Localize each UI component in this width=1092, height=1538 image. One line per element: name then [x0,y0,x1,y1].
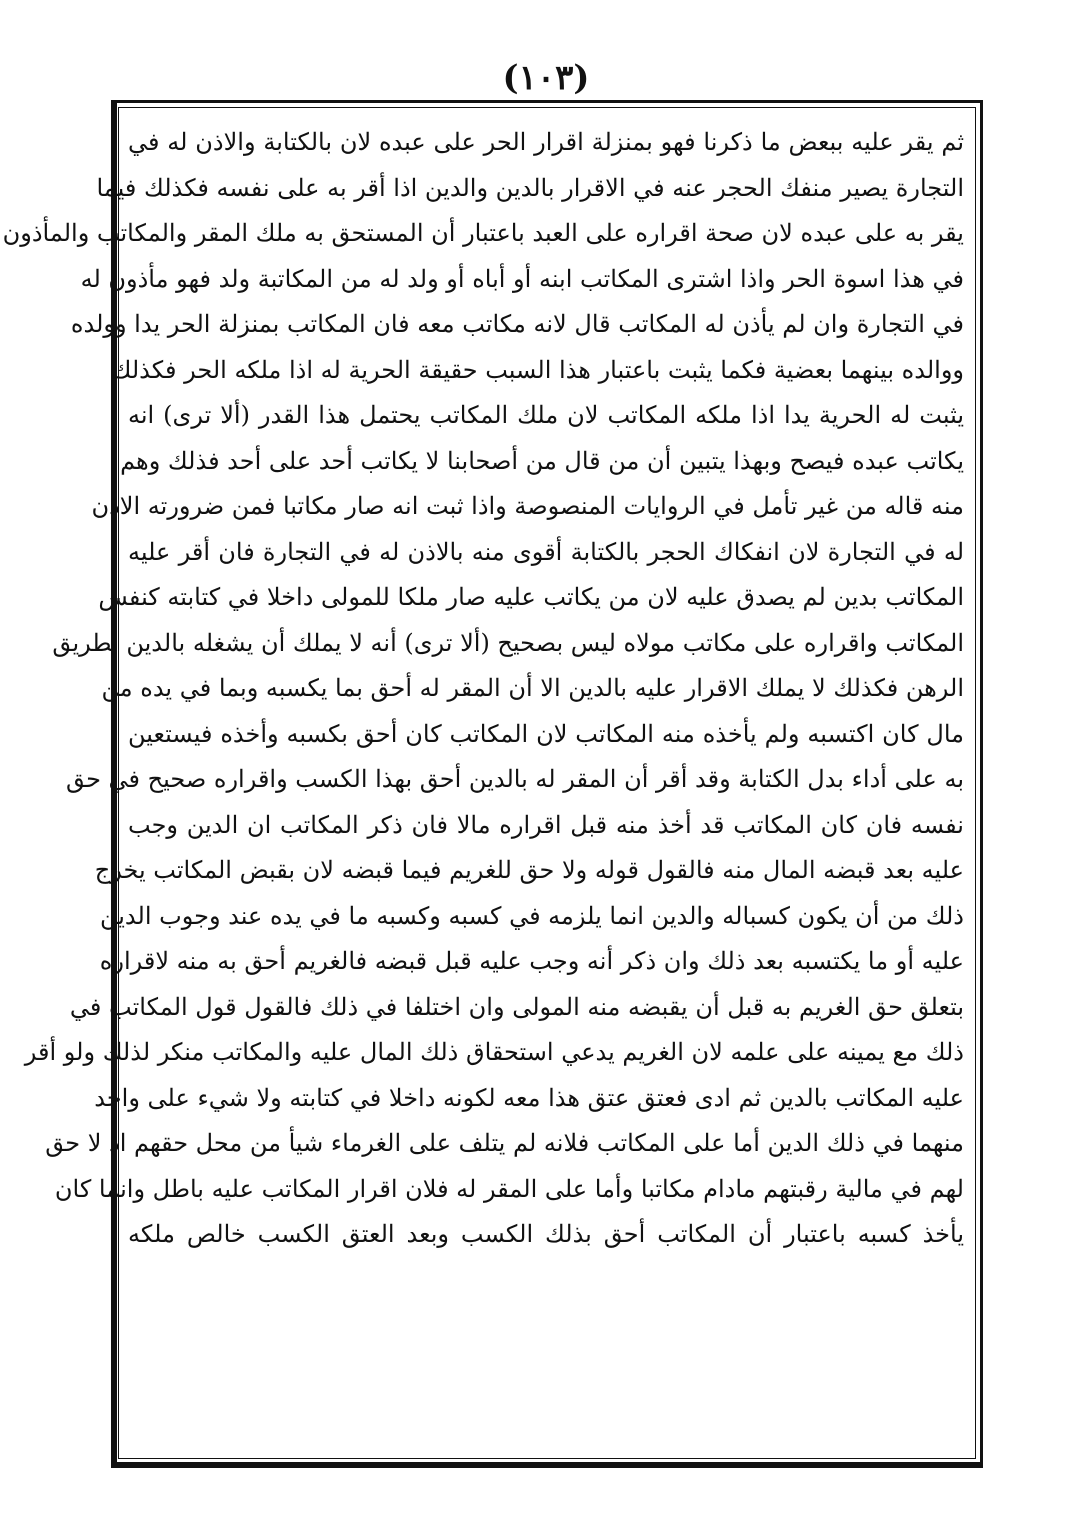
text-line: ذلك مع يمينه على علمه لان الغريم يدعي استحقاق ذلك المال عليه والمكاتب منكر لذلك ولو أقر [24,1038,964,1066]
text-line: له في التجارة لان انفكاك الحجر بالكتابة أقوى منه بالاذن له في التجارة فان أقر عليه [128,537,964,566]
text-line: لهم في مالية رقبتهم مادام مكاتبا وأما على المقر له فلان اقرار المكاتب عليه باطل وانما كان [54,1174,964,1203]
text-line: ووالده بينهما بعضية فكما يثبت باعتبار هذا السبب حقيقة الحرية له اذا ملكه الحر فكذلك [111,355,964,384]
text-line: منه قاله من غير تأمل في الروايات المنصوصة واذا ثبت انه صار مكاتبا فمن ضرورته الاذن [91,492,964,520]
text-line: يأخذ كسبه باعتبار أن المكاتب أحق بذلك الكسب وبعد العتق الكسب خالص ملكه [128,1220,964,1248]
text-line: عليه أو ما يكتسبه بعد ذلك وان ذكر أنه وجب عليه قبل قبضه فالغريم أحق به منه لاقراره [99,947,964,975]
text-line: منهما في ذلك الدين أما على المكاتب فلانه لم يتلف على الغرماء شيأ من محل حقهم اذ لا حق [45,1129,964,1157]
text-line: المكاتب بدين لم يصدق عليه لان من يكاتب عليه صار ملكا للمولى داخلا في كتابته كنفس [98,583,964,611]
text-line: يثبت له الحرية يدا اذا ملكه المكاتب لان ملك المكاتب يحتمل هذا القدر (ألا ترى) انه [128,401,964,429]
text-line: مال كان اكتسبه ولم يأخذه منه المكاتب لان المكاتب كان أحق بكسبه وأخذه فيستعين [128,719,964,748]
text-line: نفسه فان كان المكاتب قد أخذ منه قبل اقراره مالا فان ذكر المكاتب ان الدين وجب [128,810,964,839]
text-line: يقر به على عبده لان صحة اقراره على العبد باعتبار أن المستحق به ملك المقر والمكاتب والمأذون [2,219,964,247]
text-line: بتعلق حق الغريم به قبل أن يقبضه منه المولى وان اختلفا في ذلك فالقول قول المكاتب في [69,992,964,1021]
text-line: به على أداء بدل الكتابة وقد أقر أن المقر له بالدين أحق بهذا الكسب واقراره صحيح في حق [66,765,964,793]
text-line: في هذا اسوة الحر واذا اشترى المكاتب ابنه أو أباه أو ولد له من المكاتبة ولد فهو مأذون له [80,264,964,293]
text-line: المكاتب واقراره على مكاتب مولاه ليس بصحيح (ألا ترى) أنه لا يملك أن يشغله بالدين بطريق [52,628,964,657]
text-line: عليه بعد قبضه المال منه فالقول قوله ولا حق للغريم فيما قبضه لان بقبض المكاتب يخرج [94,856,964,884]
text-body [2,120,964,1258]
text-line: يكاتب عبده فيصح وبهذا يتبين أن من قال من أصحابنا لا يكاتب أحد على أحد فذلك وهم [120,446,964,475]
page-number: (١٠٣) [502,58,590,98]
text-line: في التجارة وان لم يأذن له المكاتب قال لانه مكاتب معه فان المكاتب بمنزلة الحر يدا وولده [70,310,964,338]
text-line: ثم يقر عليه ببعض ما ذكرنا فهو بمنزلة اقرار الحر على عبده لان بالكتابة والاذن له في [128,128,964,156]
text-line: الرهن فكذلك لا يملك الاقرار عليه بالدين الا أن المقر له أحق بما يكسبه وبما في يده من [101,674,964,702]
text-line: التجارة يصير منفك الحجر عنه في الاقرار بالدين والدين اذا أقر به على نفسه فكذلك فيما [96,173,964,202]
text-line: عليه المكاتب بالدين ثم ادى فعتق عتق هذا معه لكونه داخلا في كتابته ولا شيء على واحد [94,1083,964,1112]
text-line: ذلك من أن يكون كسباله والدين انما يلزمه في كسبه وكسبه ما في يده عند وجوب الدين [99,901,964,930]
